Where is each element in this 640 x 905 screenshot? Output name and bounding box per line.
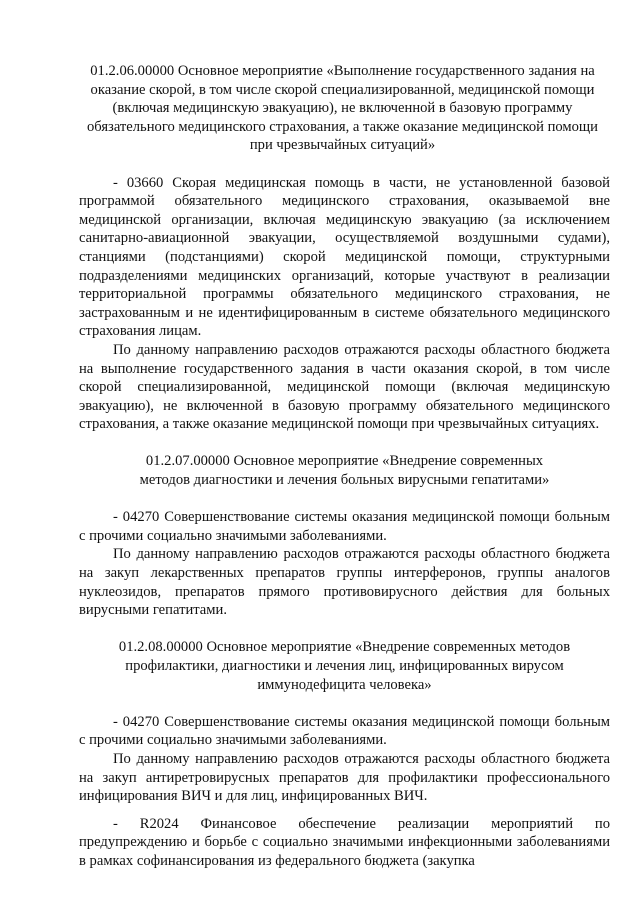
paragraph: - 03660 Скорая медицинская помощь в части, не установленной базовой программой обязательного медицинского страхования, оказываемой вне медицинской организации, включая медицинскую эвакуацию (за исключением санитарно-авиационной эвакуации, осуществляемой воздушными судами), станциями (подстанциями) скорой медицинской помощи, структурными подразделениями медицинских организаций, которые участвуют в реализации территориальной программы обязательного медицинского страхования, не застрахованным и не идентифицированным в системе обязательного медицинского страхования лицам. <box>79 174 610 340</box>
paragraph: - R2024 Финансовое обеспечение реализации мероприятий по предупреждению и борьбе с социально значимыми инфекционными заболеваниями в рамках софинансирования из федерального бюджета (закупка <box>79 815 610 869</box>
paragraph: - 04270 Совершенствование системы оказания медицинской помощи больным с прочими социально значимыми заболеваниями. <box>79 509 610 544</box>
section-heading: 01.2.08.00000 Основное мероприятие «Внедрение современных методов профилактики, диагностики и лечения лиц, инфицированных вирусом иммунодефицита человека» <box>118 639 571 693</box>
paragraph: По данному направлению расходов отражаются расходы областного бюджета на закуп антиретровирусных препаратов для профилактики профессионального инфицирования ВИЧ и для лиц, инфицированных ВИЧ. <box>79 750 610 805</box>
paragraph: По данному направлению расходов отражаются расходы областного бюджета на закуп лекарственных препаратов группы интерферонов, группы аналогов нуклеозидов, препаратов прямого противовирусного действия для больных вирусными гепатитами. <box>79 546 610 619</box>
section-heading: 01.2.06.00000 Основное мероприятие «Выполнение государственного задания на оказание скорой, в том числе скорой специализированной, медицинской помощи (включая медицинскую эвакуацию), не включенной в базовую программу обязательного медицинского страхования, а также оказание медицинской помощи при чрезвычайных ситуаций» <box>86 63 598 154</box>
paragraph: - 04270 Совершенствование системы оказания медицинской помощи больным с прочими социально значимыми заболеваниями. <box>79 713 610 749</box>
section-heading: 01.2.07.00000 Основное мероприятие «Внедрение современных методов диагностики и лечения больных вирусными гепатитами» <box>139 453 550 489</box>
paragraph: По данному направлению расходов отражаются расходы областного бюджета на выполнение государственного задания в части оказания скорой, в том числе скорой специализированной, медицинской помощи (включая медицинскую эвакуацию), не включенной в базовую программу обязательного медицинского страхования, а также оказание медицинской помощи при чрезвычайных ситуациях. <box>79 341 610 433</box>
